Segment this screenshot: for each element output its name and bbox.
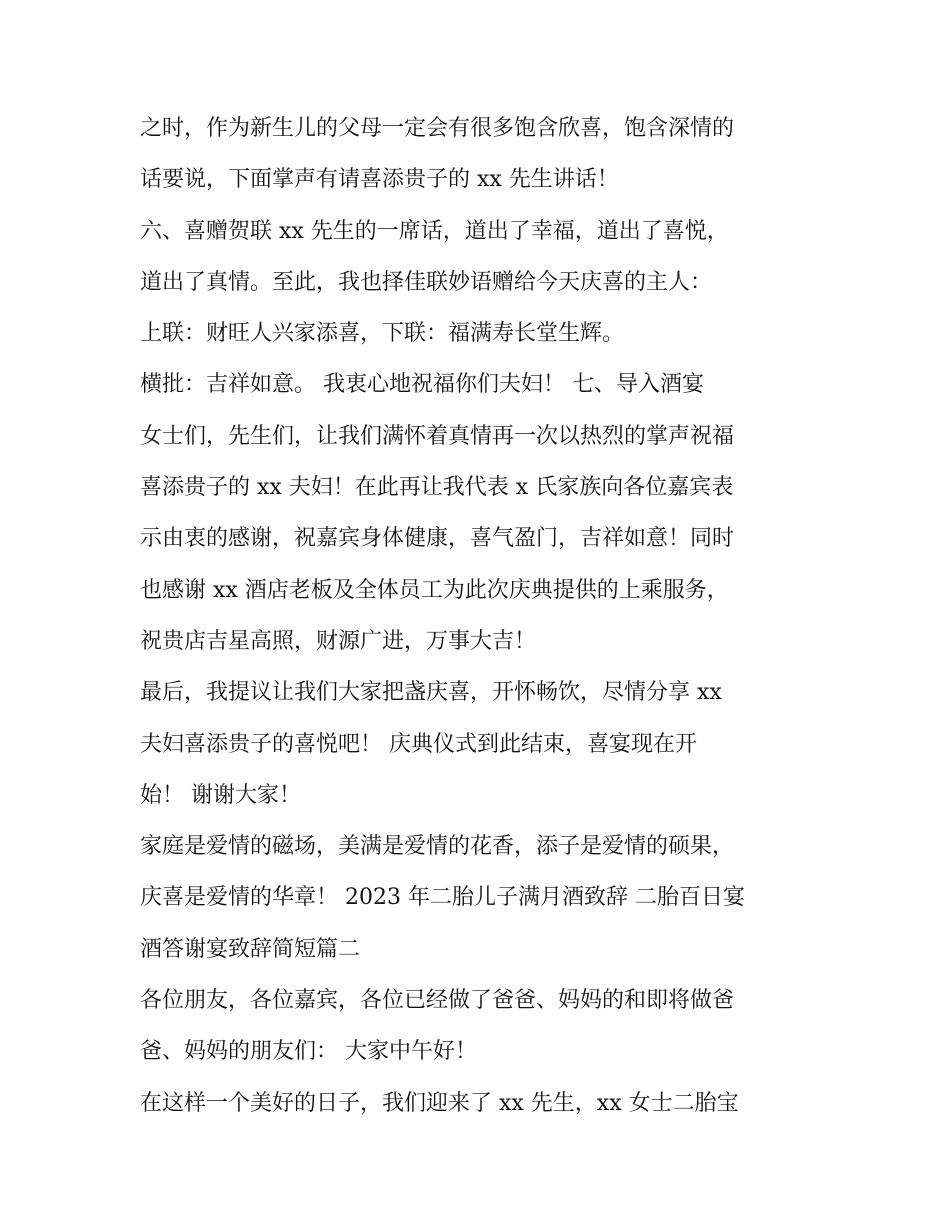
text-line: 祝贵店吉星高照，财源广进，万事大吉！ <box>140 628 537 654</box>
text-line: 道出了真情。至此，我也择佳联妙语赠给今天庆喜的主人： <box>140 269 713 295</box>
text-line: 之时，作为新生儿的父母一定会有很多饱含欣喜，饱含深情的 <box>140 116 735 141</box>
text-line: 夫妇喜添贵子的喜悦吧！ 庆典仪式到此结束，喜宴现在开 <box>140 731 697 757</box>
text-line: 始！ 谢谢大家！ <box>140 782 301 808</box>
text-line: 爸、妈妈的朋友们： 大家中午好！ <box>140 1039 477 1065</box>
text-line: 在这样一个美好的日子，我们迎来了 xx 先生，xx 女士二胎宝 <box>140 1090 739 1116</box>
text-line: 话要说，下面掌声有请喜添贵子的 xx 先生讲话！ <box>140 167 619 193</box>
text-line: 家庭是爱情的磁场，美满是爱情的花香，添子是爱情的硕果， <box>140 834 735 860</box>
text-line: 最后，我提议让我们大家把盏庆喜，开怀畅饮，尽情分享 xx <box>140 680 722 706</box>
text-line: 横批：吉祥如意。 我衷心地祝福你们夫妇！ 七、导入酒宴 <box>140 372 704 398</box>
text-line: 各位朋友，各位嘉宾，各位已经做了爸爸、妈妈的和即将做爸 <box>140 988 735 1014</box>
text-line: 庆喜是爱情的华章！ 2023 年二胎儿子满月酒致辞 二胎百日宴 <box>140 885 745 911</box>
document-body <box>140 103 830 1129</box>
text-line: 喜添贵子的 xx 夫妇！在此再让我代表 x 氏家族向各位嘉宾表 <box>140 475 734 501</box>
text-line: 六、喜赠贺联 xx 先生的一席话，道出了幸福，道出了喜悦， <box>140 218 729 244</box>
text-line: 示由衷的感谢，祝嘉宾身体健康，喜气盈门，吉祥如意！同时 <box>140 526 735 552</box>
text-line: 女士们，先生们，让我们满怀着真情再一次以热烈的掌声祝福 <box>140 423 735 449</box>
text-line: 也感谢 xx 酒店老板及全体员工为此次庆典提供的上乘服务， <box>140 577 729 603</box>
text-line: 上联：财旺人兴家添喜，下联：福满寿长堂生辉。 <box>140 321 625 347</box>
text-line: 酒答谢宴致辞简短篇二 <box>140 936 361 962</box>
